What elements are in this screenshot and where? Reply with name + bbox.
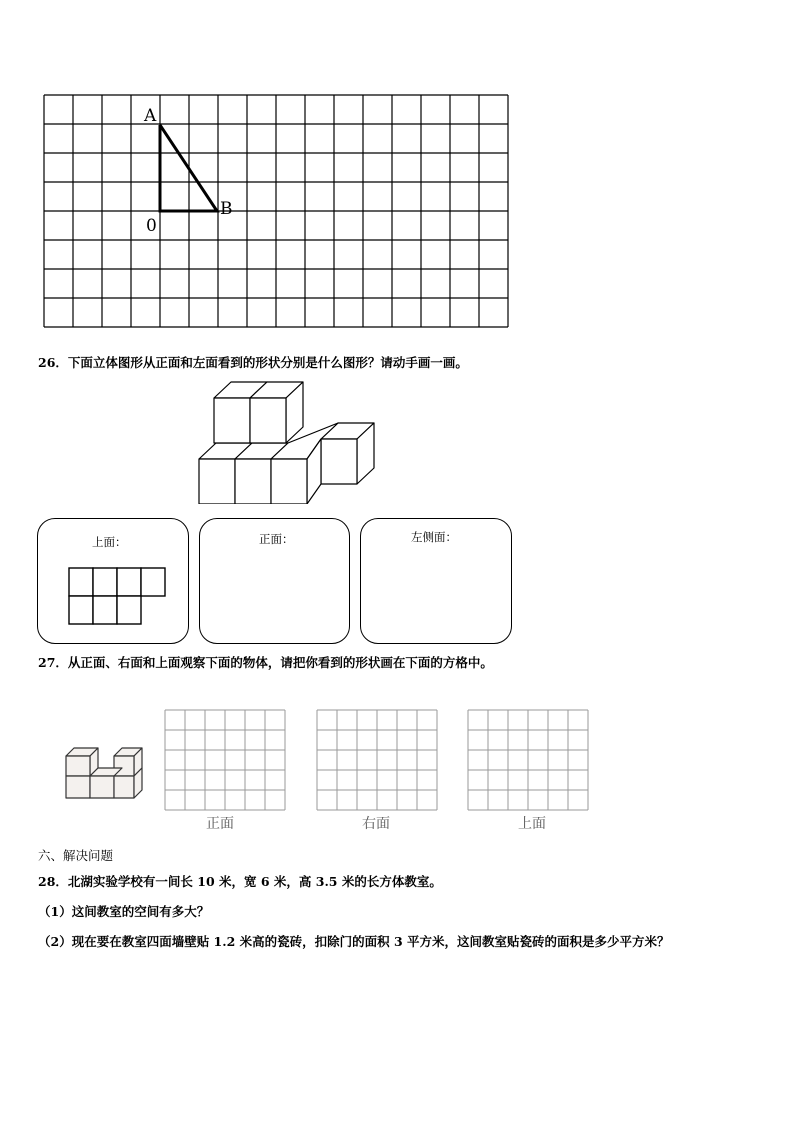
front-view-caption: 正面 bbox=[206, 816, 234, 832]
cube-right-back-front bbox=[321, 439, 357, 484]
question-27-text: 27．从正面、右面和上面观察下面的物体，请把你看到的形状画在下面的方格中。 bbox=[38, 655, 493, 670]
point-b-label: B bbox=[220, 199, 233, 219]
front-view-grid[interactable] bbox=[164, 709, 288, 812]
front-view-label: 正面： bbox=[259, 532, 294, 546]
left-view-label: 左侧面： bbox=[411, 530, 457, 544]
cube-top-front bbox=[214, 398, 250, 443]
top-view-grid[interactable] bbox=[467, 709, 591, 812]
cube-solid-figure bbox=[196, 378, 378, 504]
top-view-caption: 上面 bbox=[518, 816, 546, 832]
cube-bottom-front bbox=[235, 459, 271, 504]
question-28-text: 28．北湖实验学校有一间长 10 米，宽 6 米，高 3.5 米的长方体教室。 bbox=[38, 874, 442, 889]
triangle-grid-figure bbox=[40, 90, 512, 330]
top-view-label: 上面： bbox=[92, 535, 127, 549]
top-view-drawing bbox=[68, 567, 168, 627]
cube-bottom-front bbox=[271, 459, 307, 504]
right-view-caption: 右面 bbox=[362, 816, 390, 832]
point-a-label: A bbox=[144, 106, 157, 126]
question-28-part-1: （1）这间教室的空间有多大？ bbox=[38, 904, 210, 919]
top-view-panel bbox=[37, 518, 189, 644]
cube-top-front bbox=[250, 398, 286, 443]
right-view-grid[interactable] bbox=[316, 709, 440, 812]
front-view-panel[interactable] bbox=[199, 518, 350, 644]
stacked-cubes-figure bbox=[62, 744, 146, 802]
section-6-title: 六、解决问题 bbox=[38, 848, 114, 863]
square-grid bbox=[44, 95, 508, 327]
question-26-text: 26．下面立体图形从正面和左面看到的形状分别是什么图形？请动手画一画。 bbox=[38, 355, 468, 370]
left-view-panel[interactable] bbox=[360, 518, 512, 644]
cube-bottom-front bbox=[199, 459, 235, 504]
question-28-part-2: （2）现在要在教室四面墙壁贴 1.2 米高的瓷砖，扣除门的面积 3 平方米，这间教室贴瓷砖的面积是多少平方米？ bbox=[38, 934, 670, 949]
point-o-label: 0 bbox=[146, 216, 157, 236]
